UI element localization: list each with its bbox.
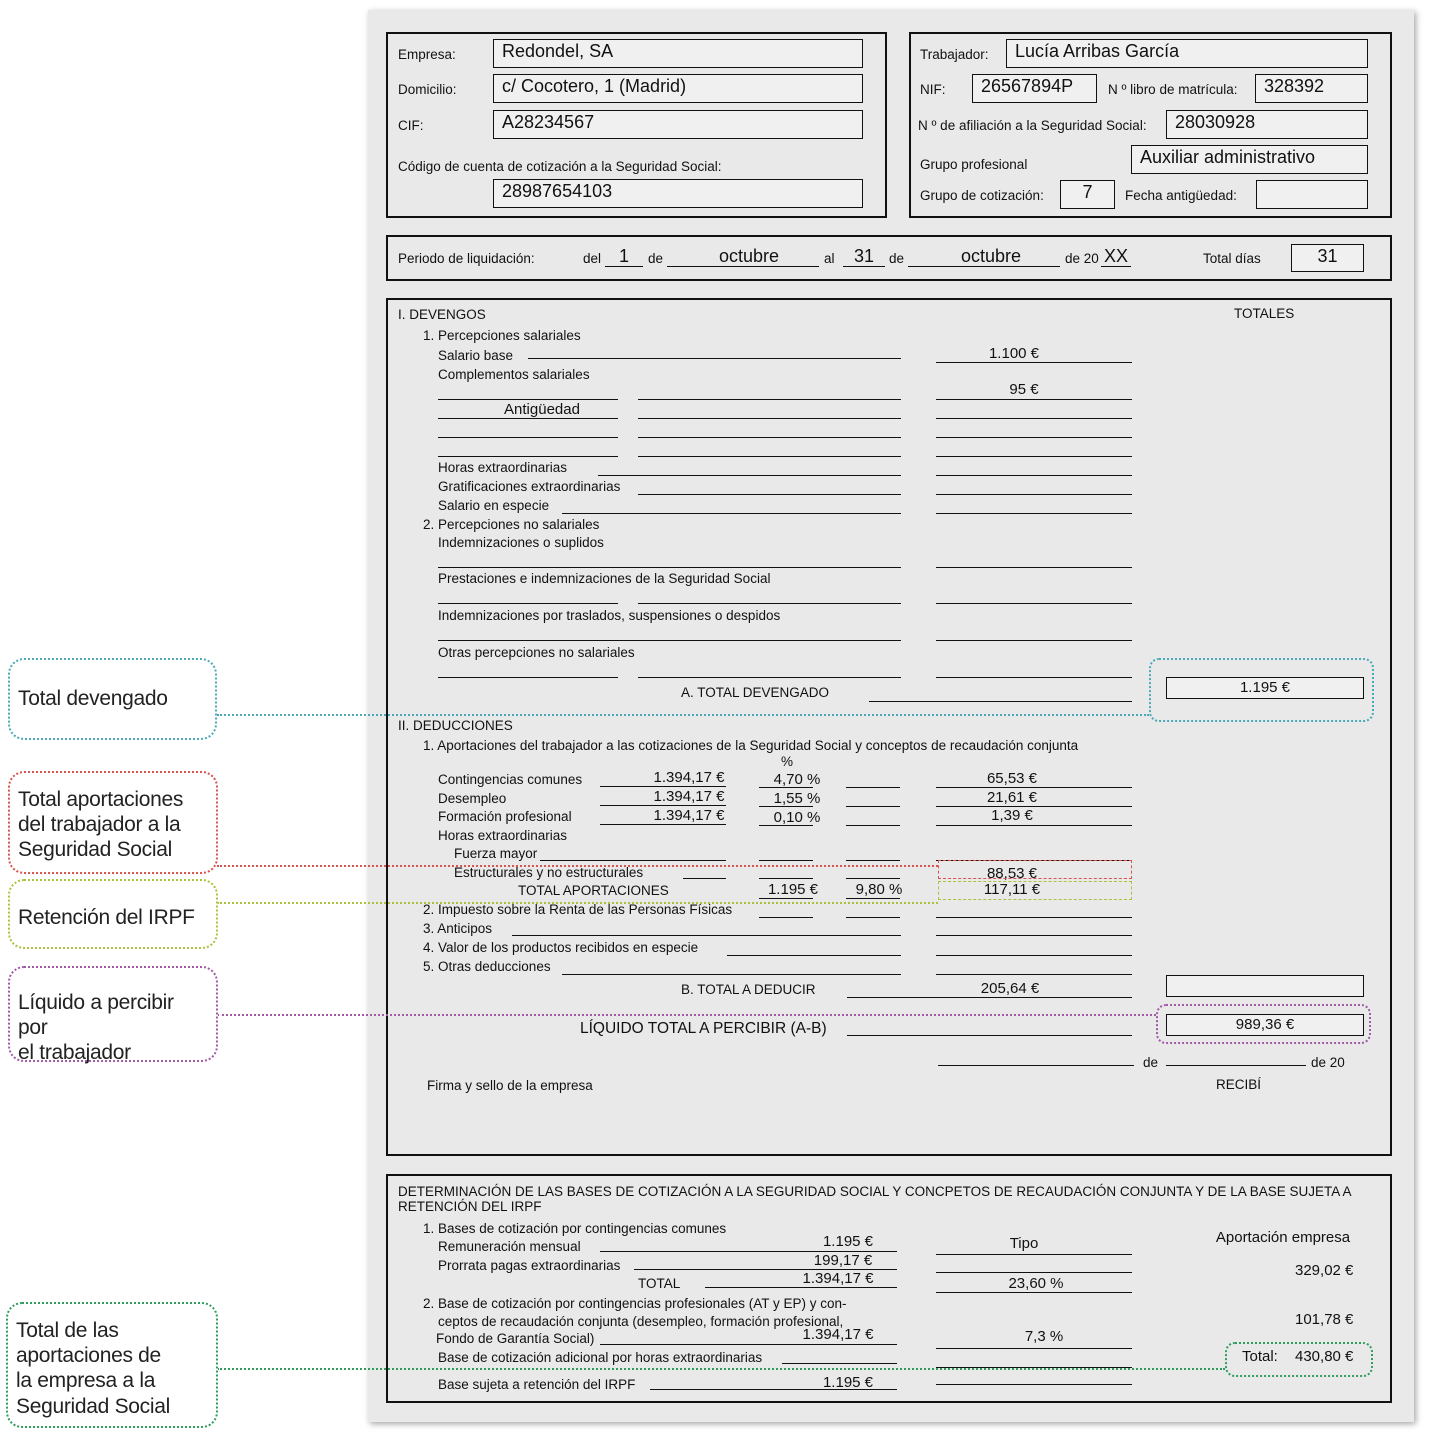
callout-empresa-line3: la empresa a la	[16, 1369, 156, 1393]
irpf-base-label: Base sujeta a retención del IRPF	[438, 1377, 636, 1392]
horas-extra-ded-label: Horas extraordinarias	[438, 828, 568, 843]
deducciones-title: II. DEDUCCIONES	[398, 718, 513, 733]
anticipos-label: 3. Anticipos	[423, 921, 493, 936]
tipo-profesionales-value: 7,3 %	[1024, 1328, 1064, 1345]
totales-header: TOTALES	[1234, 306, 1295, 321]
estructurales-importe: 88,53 €	[986, 865, 1038, 882]
periodo-del[interactable]: 1	[618, 246, 629, 266]
periodo-de2-label: de	[889, 251, 905, 266]
antiguedad-field[interactable]	[1256, 180, 1368, 209]
callout-aportaciones-line2: del trabajador a la	[18, 813, 181, 837]
total-devengado-label: A. TOTAL DEVENGADO	[681, 685, 830, 700]
comunes-title: 1. Bases de cotización por contingencias comunes	[423, 1221, 727, 1236]
fecha-de-label: de	[1143, 1055, 1159, 1070]
otras-deducciones-label: 5. Otras deducciones	[423, 959, 551, 974]
empresa-field[interactable]: Redondel, SA	[493, 39, 863, 68]
ccc-label: Código de cuenta de cotización a la Seguridad Social:	[398, 159, 722, 174]
prestaciones-label: Prestaciones e indemnizaciones de la Seguridad Social	[438, 571, 771, 586]
formacion-pct: 0,10 %	[773, 809, 821, 826]
highlight-total-empresa	[1225, 1342, 1373, 1377]
horas-extra-bases-label: Base de cotización adicional por horas extraordinarias	[438, 1350, 763, 1365]
total-dias-field[interactable]: 31	[1291, 244, 1364, 272]
domicilio-label: Domicilio:	[398, 82, 457, 97]
callout-empresa-line2: aportaciones de	[16, 1344, 161, 1368]
libro-field[interactable]: 328392	[1255, 74, 1368, 103]
periodo-del-label: del	[583, 251, 602, 266]
callout-total-devengado	[8, 658, 217, 740]
profesionales-line2: ceptos de recaudación conjunta (desempleo, formación profesional,	[438, 1314, 844, 1329]
grupo-prof-field[interactable]: Auxiliar administrativo	[1131, 145, 1368, 174]
contingencias-label: Contingencias comunes	[438, 772, 583, 787]
total-deducir-value: 205,64 €	[980, 980, 1040, 997]
aportacion-label: Aportación empresa	[1215, 1229, 1351, 1246]
complementos-label: Complementos salariales	[438, 367, 590, 382]
fuerza-mayor-label: Fuerza mayor	[454, 846, 538, 861]
profesionales-base-value: 1.394,17 €	[802, 1326, 874, 1343]
callout-aportaciones	[8, 771, 218, 874]
highlight-liquido	[1156, 1004, 1371, 1044]
devengos-title: I. DEVENGOS	[398, 307, 486, 322]
antiguedad-label: Fecha antigüedad:	[1125, 188, 1237, 203]
connector-empresa	[217, 1368, 1225, 1370]
total-deducir-box	[1166, 975, 1364, 997]
contingencias-importe: 65,53 €	[986, 770, 1038, 787]
estructurales-label: Estructurales y no estructurales	[454, 865, 644, 880]
formacion-label: Formación profesional	[438, 809, 572, 824]
callout-empresa	[6, 1302, 218, 1428]
prorrata-label: Prorrata pagas extraordinarias	[438, 1258, 621, 1273]
prorrata-value: 199,17 €	[813, 1252, 873, 1269]
total-deducir-label: B. TOTAL A DEDUCIR	[681, 982, 816, 997]
ccc-field[interactable]: 28987654103	[493, 179, 863, 208]
bases-title: DETERMINACIÓN DE LAS BASES DE COTIZACIÓN A LA SEGURIDAD SOCIAL Y CONCPETOS DE RECAUDACIÓN CONJUNTA Y DE LA BASE SUJETA A RETENCIÓN DEL IRPF	[398, 1184, 1351, 1215]
periodo-al[interactable]: 31	[853, 246, 875, 266]
callout-irpf-text: Retención del IRPF	[18, 906, 195, 929]
callout-liquido-line2: el trabajador	[18, 1041, 131, 1065]
total-bases-label: TOTAL	[638, 1276, 681, 1291]
remuneracion-label: Remuneración mensual	[438, 1239, 581, 1254]
formacion-importe: 1,39 €	[991, 807, 1033, 824]
irpf-label: 2. Impuesto sobre la Renta de las Personas Físicas	[423, 902, 733, 917]
total-devengado-field: 1.195 €	[1166, 677, 1364, 699]
aportacion-comunes-value: 329,02 €	[1295, 1262, 1354, 1279]
total-bases-value: 1.394,17 €	[802, 1270, 874, 1287]
nif-label: NIF:	[920, 82, 946, 97]
contingencias-base: 1.394,17 €	[653, 769, 725, 786]
trabajador-field[interactable]: Lucía Arribas García	[1006, 39, 1368, 68]
otras-percepciones-label: Otras percepciones no salariales	[438, 645, 635, 660]
trabajador-label: Trabajador:	[920, 47, 989, 62]
callout-aportaciones-line1: Total aportaciones	[18, 788, 184, 811]
indemnizaciones-traslados-label: Indemnizaciones por traslados, suspensiones o despidos	[438, 608, 781, 623]
contingencias-pct: 4,70 %	[773, 771, 821, 788]
percepciones-salariales: 1. Percepciones salariales	[423, 328, 581, 343]
connector-devengado	[217, 714, 1149, 716]
callout-empresa-line1: Total de las	[16, 1319, 119, 1342]
total-empresa-value: 430,80 €	[1295, 1348, 1354, 1365]
callout-liquido-line1: Líquido a percibir por	[18, 991, 174, 1040]
tipo-comunes-value: 23,60 %	[1008, 1275, 1064, 1292]
periodo-al-label: al	[824, 251, 835, 266]
complemento-value: 95 €	[1009, 381, 1039, 398]
total-empresa-label: Total:	[1242, 1348, 1278, 1365]
liquido-label: LÍQUIDO TOTAL A PERCIBIR (A-B)	[580, 1020, 827, 1037]
aportacion-profesionales-value: 101,78 €	[1295, 1311, 1354, 1328]
periodo-anio-label: de 20	[1065, 251, 1099, 266]
profesionales-line1: 2. Base de cotización por contingencias profesionales (AT y EP) y con-	[423, 1296, 847, 1311]
desempleo-pct: 1,55 %	[773, 790, 821, 807]
desempleo-base: 1.394,17 €	[653, 788, 725, 805]
grupo-cot-label: Grupo de cotización:	[920, 188, 1044, 203]
tipo-label: Tipo	[1009, 1235, 1039, 1252]
salario-base-value: 1.100 €	[988, 345, 1040, 362]
aportaciones-title: 1. Aportaciones del trabajador a las cotizaciones de la Seguridad Social y conceptos de recaudación conjunta	[423, 738, 1079, 753]
periodo-anio[interactable]: XX	[1103, 246, 1128, 266]
cif-field[interactable]: A28234567	[493, 110, 863, 139]
nif-field[interactable]: 26567894P	[972, 74, 1097, 103]
total-aportaciones-pct: 9,80 %	[855, 881, 903, 898]
indemnizaciones-suplidos-label: Indemnizaciones o suplidos	[438, 535, 604, 550]
desempleo-label: Desempleo	[438, 791, 507, 806]
remuneracion-value: 1.195 €	[822, 1233, 874, 1250]
periodo-mes1[interactable]: octubre	[718, 246, 780, 266]
total-aportaciones-label: TOTAL APORTACIONES	[518, 883, 669, 898]
profesionales-line3: Fondo de Garantía Social)	[436, 1331, 595, 1346]
liquido-field: 989,36 €	[1166, 1014, 1364, 1036]
recibi-label: RECIBÍ	[1216, 1077, 1262, 1092]
highlight-total-aportaciones	[938, 881, 1132, 900]
afiliacion-label: N º de afiliación a la Seguridad Social:	[918, 118, 1147, 133]
fecha-de20-label: de 20	[1311, 1055, 1345, 1070]
horas-extra-label: Horas extraordinarias	[438, 460, 568, 475]
grupo-prof-label: Grupo profesional	[920, 157, 1028, 172]
callout-empresa-line4: Seguridad Social	[16, 1394, 170, 1418]
callout-aportaciones-line3: Seguridad Social	[18, 838, 172, 862]
callout-devengado-text: Total devengado	[18, 687, 168, 710]
antiguedad-label: Antigüedad	[504, 401, 580, 418]
desempleo-importe: 21,61 €	[986, 789, 1038, 806]
afiliacion-field[interactable]: 28030928	[1166, 110, 1368, 139]
periodo-label: Periodo de liquidación:	[398, 251, 535, 266]
irpf-base-value: 1.195 €	[822, 1374, 874, 1391]
connector-irpf	[217, 902, 938, 904]
gratificaciones-label: Gratificaciones extraordinarias	[438, 479, 621, 494]
connector-aportaciones	[217, 865, 938, 867]
callout-irpf	[8, 879, 218, 949]
highlight-estructurales	[938, 860, 1132, 882]
callout-liquido	[8, 966, 218, 1065]
salario-base-label: Salario base	[438, 348, 514, 363]
formacion-base: 1.394,17 €	[653, 807, 725, 824]
libro-label: N º libro de matrícula:	[1108, 82, 1238, 97]
domicilio-field[interactable]: c/ Cocotero, 1 (Madrid)	[493, 74, 863, 103]
periodo-mes2[interactable]: octubre	[960, 246, 1022, 266]
highlight-total-devengado	[1149, 658, 1374, 722]
cif-label: CIF:	[398, 118, 424, 133]
periodo-de1-label: de	[648, 251, 664, 266]
percepciones-no-salariales: 2. Percepciones no salariales	[423, 517, 600, 532]
grupo-cot-field[interactable]: 7	[1060, 180, 1115, 209]
especie-label: 4. Valor de los productos recibidos en especie	[423, 940, 699, 955]
total-dias-label: Total días	[1203, 251, 1261, 266]
connector-liquido	[217, 1014, 1156, 1016]
total-aportaciones-base: 1.195 €	[767, 881, 819, 898]
empresa-label: Empresa:	[398, 47, 456, 62]
salario-especie-label: Salario en especie	[438, 498, 550, 513]
pct-symbol: %	[781, 754, 794, 769]
firma-label: Firma y sello de la empresa	[427, 1078, 593, 1093]
total-aportaciones-importe: 117,11 €	[983, 881, 1041, 898]
